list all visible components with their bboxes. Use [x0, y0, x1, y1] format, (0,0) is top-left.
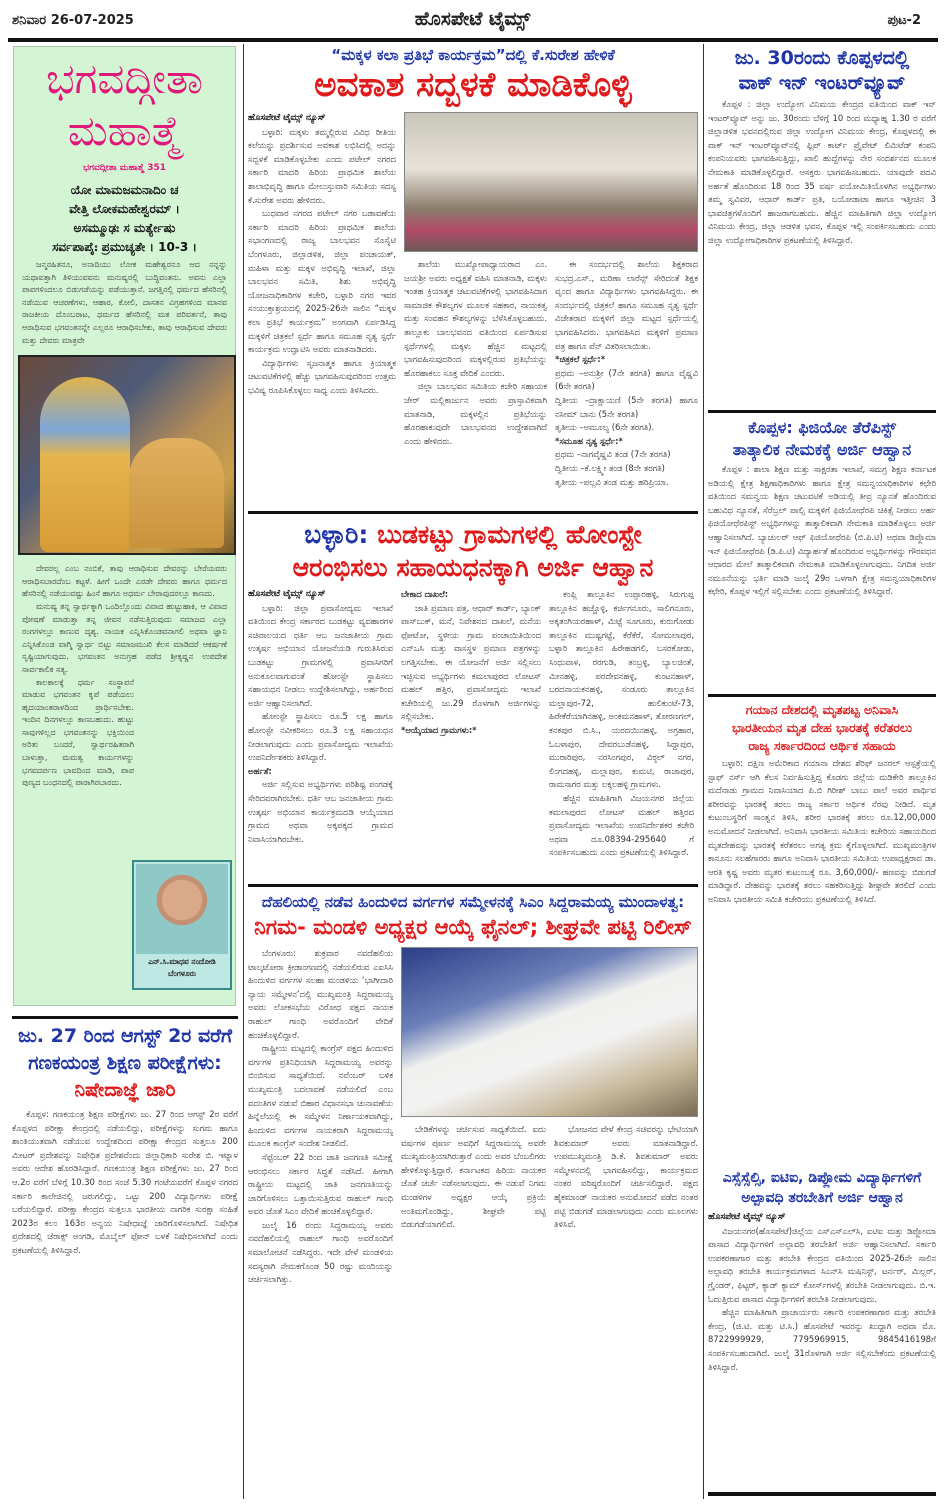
section-divider	[248, 884, 698, 887]
article-paragraph: ಕೊಪ್ಪಳ : ಜಿಲ್ಲಾ ಉದ್ಯೋಗ ವಿನಿಮಯ ಕೇಂದ್ರದ ವತಿಯಿಂದ ವಾಕ್ ಇನ್ ಇಂಟರ್‌ವ್ಯೂವ್ ಅನ್ನು ಜು. 30ರಂದು ಬೆಳಿಗ್ಗೆ 10 ರಿಂದ ಮಧ್ಯಾಹ್ನ 1.30 ರ ವರೆಗೆ ಜಿಲ್ಲಾಡಳಿತ ಭವನದಲ್ಲಿರುವ ಜಿಲ್ಲಾ ಉದ್ಯೋಗ ವಿನಿಮಯ ಕೇಂದ್ರ, ಕೊಪ್ಪಳದಲ್ಲಿ ಈ ವಾಕ್ ಇನ್ ಇಂಟರ್‌ವ್ಯೂವ್‌ನಲ್ಲಿ ಫ್ಲಿಪ್ ಕಾರ್ಟ್ ಪ್ರೈವೇಟ್ ಲಿಮಿಟೆಡ್ ಕಂಪನಿ ಕಂಪನಿಯವರು ಭಾಗವಹಿಸುತ್ತಿದ್ದು, ಖಾಲಿ ಹುದ್ದೆಗಳನ್ನು ನೇರ ಸಂದರ್ಶನದ ಮೂಲಕ ನೇಮಕಾತಿ ಮಾಡಿಕೊಳ್ಳಲಿದ್ದಾರೆ. ಆಸಕ್ತರು ಭಾಗವಹಿಸಬಹುದು. ಯಾವುದೇ ಪದವಿ ಅರ್ಹತೆ ಹೊಂದಿರುವ 18 ರಿಂದ 35 ವರ್ಷ ವಯೋಮಿತಿಯೊಳಗಿನ ಅಭ್ಯರ್ಥಿಗಳು ತಮ್ಮ ಸ್ವವಿವರ, ಆಧಾರ್ ಕಾರ್ಡ್ ಪ್ರತಿ, ಬಯೋಡಾಟಾ ಹಾಗೂ ಇತ್ತೀಚಿನ 3 ಭಾವಚಿತ್ರಗಳೊಂದಿಗೆ ಹಾಜರಾಗಬಹುದು. ಹೆಚ್ಚಿನ ಮಾಹಿತಿಗಾಗಿ ಜಿಲ್ಲಾ ಉದ್ಯೋಗ ವಿನಿಮಯ ಕೇಂದ್ರ, ಜಿಲ್ಲಾ ಆಡಳಿತ ಭವನ, ಕೊಪ್ಪಳ ಇಲ್ಲಿ ಸಂಪರ್ಕಿಸಬಹುದು ಎಂದು ಜಿಲ್ಲಾ ಉದ್ಯೋಗಾಧಿಕಾರಿಗಳ ಪ್ರಕಟಣೆಯಲ್ಲಿ ತಿಳಿಸಿದ್ದಾರೆ.	[708, 99, 936, 245]
result-item: ತೃತೀಯ –ಪಲ್ಲವಿ ತಂಡ ಮತ್ತು ಹರಿಪ್ರಿಯಾ.	[555, 476, 669, 487]
section-divider	[708, 410, 936, 413]
column-divider	[703, 44, 704, 1499]
author-photo	[136, 864, 228, 954]
gita-title: ಭಗವದ್ಗೀತಾ ಮಹಾತ್ಮೆ	[45, 54, 204, 155]
article-paragraph: ಜುಲೈ 16 ರಂದು ಸಿದ್ದರಾಮಯ್ಯ ಅವರು ನವದೆಹಲಿಯಲ್ಲಿ ರಾಹುಲ್ ಗಾಂಧಿ ಅವರೊಂದಿಗೆ ಸಮಾಲೋಚನೆ ನಡೆಸಿದ್ದರು. ಇದೇ ವೇಳೆ ಮಂಡಳಿಯ ಸದಸ್ಯರಾಗಿ ನೇಮಕಗೊಂಡ 50 ರಷ್ಟು ಮಂದಿಯನ್ನು ಚರ್ಚಿಸಲಾಗಿತ್ತು.	[248, 1219, 393, 1285]
article-paragraph: ಜಾತಿ ಪ್ರಮಾಣ ಪತ್ರ, ಆಧಾರ್ ಕಾರ್ಡ್, ಬ್ಯಾಂಕ್ ಪಾಸ್‌ಬುಕ್, ಮನೆ, ನಿವೇಶನದ ದಾಖಲೆ, ಮನೆಯ ಫೋಟೋ, ಸ್ಥಳೀಯ ಗ್ರಾಮ ಪಂಚಾಯಿತಿಯಿಂದ ಎನ್‌ಒಸಿ ಮತ್ತು ವಾಸಸ್ಥಳ ಪ್ರಮಾಣ ಪತ್ರಗಳನ್ನು ಲಗತ್ತಿಸಬೇಕು. ಈ ಯೋಜನೆಗೆ ಅರ್ಜಿ ಸಲ್ಲಿಸಲು ಇಚ್ಛಿಸುವ ಅಭ್ಯರ್ಥಿಗಳು ಕಮಲಾಪುರದ ಲೋಟಸ್ ಮಹಲ್ ಹತ್ತಿರ, ಪ್ರವಾಸೋದ್ಯಮ ಇಲಾಖೆ ಕಚೇರಿಯಲ್ಲಿ ಜು.29 ರೊಳಗಾಗಿ ಅರ್ಜಿಗಳನ್ನು ಸಲ್ಲಿಸಬೇಕು.	[401, 602, 541, 722]
walk-in-interview-story	[708, 44, 936, 404]
gita-verse: ಯೋ ಮಾಮಜಮನಾದಿಂ ಚ ವೇತ್ತಿ ಲೋಕಮಹೇಶ್ವರಮ್ । ಅಸಮ್ಮೂಢಃ ಸ ಮರ್ತ್ಯೇಷು ಸರ್ವಪಾಪೈಃ ಪ್ರಮುಚ್ಯತೇ । 10-3 ।	[52, 183, 197, 254]
section-divider	[12, 1016, 238, 1019]
article-paragraph: ಹೆಚ್ಚಿನ ಮಾಹಿತಿಗಾಗಿ ಪ್ರಾಚಾರ್ಯರು ಸರ್ಕಾರಿ ಉಪಕರಣಾಗಾರ ಮತ್ತು ತರಬೇತಿ ಕೇಂದ್ರ, (ಜಿ.ಟಿ. ಮತ್ತು ಟಿ.ಸಿ.) ಹೊಸಪೇಟೆ ಇವರನ್ನು ಖುದ್ದಾಗಿ ಅಥವಾ ಮೊ. 8722999929, 7795969915, 9845416198ಗೆ ಸಂಪರ್ಕಿಸಬಹುದಾಗಿದೆ. ಜುಲೈ 31ರೊಳಗಾಗಿ ಅರ್ಜಿ ಸಲ್ಲಿಸಬೇಕೆಂದು ಪ್ರಕಟಣೆಯಲ್ಲಿ ತಿಳಿಸಿದ್ದಾರೆ.	[708, 1307, 936, 1372]
author-name: ಎನ್.ಸಿ.ಮಾಧವ ನಂದೋಡಿ	[148, 957, 216, 966]
article-paragraph: ಬಳ್ಳಾರಿ: ಜಿಲ್ಲಾ ಪ್ರವಾಸೋದ್ಯಮ ಇಲಾಖೆ ವತಿಯಿಂದ ಕೇಂದ್ರ ಸರ್ಕಾರದ ಬುಡಕಟ್ಟು ವ್ಯವಹಾರಗಳ ಸಚಿವಾಲಯದ ಧರ್ತಿ ಆಬ ಜನಜಾತೀಯ ಗ್ರಾಮ ಉತ್ಕರ್ಷ ಅಭಿಯಾನ ಯೋಜನೆಯಡಿ ಗುರುತಿಸಿರುವ ಬುಡಕಟ್ಟು ಗ್ರಾಮಗಳಲ್ಲಿ ಪ್ರವಾಸಿಗರಿಗೆ ಅನುಕೂಲವಾಗುವಂತೆ ಹೋಂಸ್ಟೇ ಸ್ಥಾಪಿಸಲು ಸಹಾಯಧನ ನೀಡಲು ಉದ್ದೇಶಿಸಲಾಗಿದ್ದು, ಅರ್ಹರಿಂದ ಅರ್ಜಿ ಆಹ್ವಾನಿಸಲಾಗಿದೆ.	[248, 602, 393, 708]
article-paragraph: ರಾಷ್ಟ್ರೀಯ ಮಟ್ಟದಲ್ಲಿ ಕಾಂಗ್ರೆಸ್ ಪಕ್ಷದ ಹಿಂದುಳಿದ ವರ್ಗಗಳ ಪ್ರತಿನಿಧಿಯಾಗಿ ಸಿದ್ದರಾಮಯ್ಯ ಅವರನ್ನು ಬಿಂಬಿಸುವ ಸಾಧ್ಯತೆಯಿದೆ. ನವೆಂಬರ್ ಬಳಿಕ ಮುಖ್ಯಮಂತ್ರಿ ಬದಲಾವಣೆ ನಡೆಯಲಿದೆ ಎಂಬ ವದಂತಿಗಳ ನಡುವೆ ಬಿಹಾರ ವಿಧಾನಸಭಾ ಚುನಾವಣೆಯ ಹಿನ್ನೆಲೆಯಲ್ಲಿ ಈ ಸಮ್ಮೇಳನ ನಿರ್ಣಾಯಕವಾಗಿದ್ದು, ಹಿಂದುಳಿದ ವರ್ಗಗಳ ನಾಯಕರಾಗಿ ಸಿದ್ದರಾಮಯ್ಯ ಮೂಲಕ ಕಾಂಗ್ರೆಸ್ ಸಂದೇಶ ನೀಡಲಿದೆ.	[248, 1043, 393, 1149]
newspaper-title: ಹೊಸಪೇಟೆ ಟೈಮ್ಸ್	[414, 8, 531, 30]
article-paragraph: ಕೊಪ್ಪಳ : ಶಾಲಾ ಶಿಕ್ಷಣ ಮತ್ತು ಸಾಕ್ಷರತಾ ಇಲಾಖೆ, ಸಮಗ್ರ ಶಿಕ್ಷಣ ಕರ್ನಾಟಕ ಅಡಿಯಲ್ಲಿ ಕ್ಷೇತ್ರ ಶಿಕ್ಷಣಾಧಿಕಾರಿಗಳು ಹಾಗೂ ಕ್ಷೇತ್ರ ಸಮನ್ವಯಾಧಿಕಾರಿಗಳ ಕಛೇರಿ ವತಿಯಿಂದ ಸಮನ್ವಯ ಶಿಕ್ಷಣ ಚಟುವಟಿಕೆ ಅಡಿಯಲ್ಲಿ ತೀವ್ರ ನ್ಯೂನತೆ ಹೊಂದಿರುವ ಬಹುವಿಧ ನ್ಯೂನತೆ, ಸೆರೆಬ್ರಲ್ ಪಾಲ್ಸಿ ಮಕ್ಕಳಿಗೆ ಫಿಜಿಯೋಥೆರಪಿ ಚಿಕಿತ್ಸೆ ನೀಡಲು ಅರ್ಹ ಫಿಜಿಯೋಥೆರಪಿಸ್ಟ್ ಅಭ್ಯರ್ಥಿಗಳನ್ನು ತಾತ್ಕಾಲಿಕವಾಗಿ ನೇಮಕಾತಿ ಮಾಡಿಕೊಳ್ಳಲು ಅರ್ಜಿ ಆಹ್ವಾನಿಸಲಾಗಿದೆ. ಬ್ಯಾಚುಲರ್ ಆಫ್ ಫಿಜಿಯೋಥೆರಪಿ (ಬಿ.ಪಿ.ಟಿ) ಅಥವಾ ಡಿಪ್ಲೊಮಾ ಇನ್ ಫಿಜಿಯೋಥೆರಪಿ (ಡಿ.ಪಿ.ಟಿ) ವಿದ್ಯಾರ್ಹತೆ ಹೊಂದಿರುವ ಅಭ್ಯರ್ಥಿಗಳನ್ನು ಗೌರವಧನ ಆಧಾರದ ಮೇಲೆ ತಾತ್ಕಾಲಿಕವಾಗಿ ನೇಮಕಾತಿ ಮಾಡಿಕೊಳ್ಳಲಾಗುವುದು. ನಿಗದಿತ ಅರ್ಜಿ ನಮೂನೆಯನ್ನು ಭರ್ತಿ ಮಾಡಿ ಜುಲೈ 29ರ ಒಳಗಾಗಿ ಕ್ಷೇತ್ರ ಸಮನ್ವಯಾಧಿಕಾರಿಗಳ ಕಛೇರಿ, ಕೊಪ್ಪಳ ಇಲ್ಲಿಗೆ ಸಲ್ಲಿಸಬೇಕು ಎಂದು ಪ್ರಕಟಣೆಯಲ್ಲಿ ತಿಳಿಸಿದ್ದಾರೆ.	[708, 464, 936, 597]
author-city: ಬೆಂಗಳೂರು	[167, 969, 196, 978]
article-paragraph: ಜಿಲ್ಲಾ ಬಾಲಭವನ ಸಮಿತಿಯ ಕಚೇರಿ ಸಹಾಯಕ ಜೇರ್ ಮಲ್ಲಿಕಾರ್ಜುನ ಅವರು ಪ್ರಾಸ್ತಾವಿಕವಾಗಿ ಮಾತನಾಡಿ, ಮಕ್ಕಳಲ್ಲಿನ ಪ್ರತಿಭೆಯನ್ನು ಹೊರಹಾಕುವುದೇ ಬಾಲಭವನದ ಉದ್ದೇಶವಾಗಿದೆ ಎಂದು ಹೇಳಿದರು.	[404, 381, 547, 446]
story-headline: ಅವಕಾಶ ಸದ್ಬಳಕೆ ಮಾಡಿಕೊಳ್ಳಿ	[314, 65, 632, 105]
article-paragraph: ಹೆಚ್ಚಿನ ಮಾಹಿತಿಗಾಗಿ ವಿಜಯನಗರ ಜಿಲ್ಲೆಯ ಕಮಲಾಪುರದ ಲೋಟಸ್ ಮಹಲ್ ಹತ್ತಿರದ ಪ್ರವಾಸೋದ್ಯಮ ಇಲಾಖೆಯ ಉಪನಿರ್ದೇಶಕರ ಕಚೇರಿ ಅಥವಾ ದೂ.08394-295640 ಗೆ ಸಂಪರ್ಕಿಸಬಹುದು ಎಂದು ಪ್ರಕಟಣೆಯಲ್ಲಿ ತಿಳಿಸಿದ್ದಾರೆ.	[549, 792, 694, 858]
result-item: ಪ್ರಥಮ –ಅನುಶ್ರೀ (7ನೇ ತರಗತಿ) ಹಾಗೂ ವೈಷ್ಣವಿ (6ನೇ ತರಗತಿ)	[555, 367, 698, 392]
byline: ಹೊಸಪೇಟೆ ಟೈಮ್ಸ್ ನ್ಯೂಸ್	[248, 589, 326, 599]
story-headline: ಜು. 30ರಂದು ಕೊಪ್ಪಳದಲ್ಲಿ ವಾಕ್ ಇನ್ ಇಂಟರ್‌ವ್ಯೂವ್	[734, 47, 910, 94]
story-kicker: “ಮಕ್ಕಳ ಕಲಾ ಪ್ರತಿಭೆ ಕಾರ್ಯಕ್ರಮ”ದಲ್ಲಿ ಕೆ.ಸುರೇಶ ಹೇಳಿಕೆ	[331, 46, 615, 64]
article-paragraph: ವಿದ್ಯಾರ್ಥಿಗಳು ಸೃಜನಾತ್ಮಕ ಹಾಗೂ ಕ್ರಿಯಾತ್ಮಕ ಚಟುವಟಿಕೆಗಳಲ್ಲಿ ಹೆಚ್ಚು ಭಾಗವಹಿಸುವುದರಿಂದ ಉತ್ತಮ ಭವಿಷ್ಯ ರೂಪಿಸಿಕೊಳ್ಳಲು ಸಾಧ್ಯ ಎಂದು ತಿಳಿಸಿದರು.	[248, 357, 396, 395]
story-headline: ಬಳ್ಳಾರಿ: ಬುಡಕಟ್ಟು ಗ್ರಾಮಗಳಲ್ಲಿ ಹೋಂಸ್ಟೇ ಆರಂಭಿಸಲು ಸಹಾಯಧನಕ್ಕಾಗಿ ಅರ್ಜಿ ಆಹ್ವಾನ	[292, 520, 654, 582]
krishna-figure	[40, 377, 130, 552]
result-item: ಪ್ರಥಮ –ನಾಗವೈಷ್ಣವಿ ತಂಡ (7ನೇ ತರಗತಿ)	[555, 449, 671, 460]
physiotherapist-story	[708, 406, 936, 688]
result-item: ದ್ವಿತೀಯ –ಕೆ.ಲಕ್ಷ್ಮೀ ತಂಡ (8ನೇ ತರಗತಿ)	[555, 462, 665, 473]
article-paragraph: ಸೆಪ್ಟೆಂಬರ್ 22 ರಿಂದ ಜಾತಿ ಜನಗಣತಿ ಸಮೀಕ್ಷೆ ಆರಂಭಿಸಲು ಸರ್ಕಾರ ಸಿದ್ಧತೆ ನಡೆಸಿದೆ. ಹೀಗಾಗಿ ರಾಷ್ಟ್ರೀಯ ಮಟ್ಟದಲ್ಲಿ ಜಾತಿ ಜನಗಣತಿಯನ್ನು ಜಾರಿಗೊಳಿಸಲು ಒತ್ತಾಯಿಸುತ್ತಿರುವ ರಾಹುಲ್ ಗಾಂಧಿ ಅವರ ಜೊತೆ ಸಿಎಂ ವೇದಿಕೆ ಹಂಚಿಕೊಳ್ಳಲಿದ್ದಾರೆ.	[248, 1151, 393, 1217]
exam-prohibitory-story	[12, 1012, 238, 1500]
story-headline: ಜು. 27 ರಿಂದ ಆಗಸ್ಟ್ 2ರ ವರೆಗೆ ಗಣಕಯಂತ್ರ ಶಿಕ್ಷಣ ಪರೀಕ್ಷೆಗಳು: ನಿಷೇದಾಜ್ಞೆ ಜಾರಿ	[17, 1025, 233, 1101]
section-divider	[708, 1492, 936, 1496]
author-box	[132, 860, 232, 990]
masthead	[0, 0, 945, 38]
children-group-photo	[404, 112, 698, 252]
gita-episode: ಭಗವದ್ಗೀತಾ ಮಹಾತ್ಮೆ 351	[82, 163, 167, 173]
cm-siddaramaiah-story	[248, 880, 698, 1500]
subheading: ಬೇಕಾದ ದಾಖಲೆ:	[401, 589, 449, 599]
result-item: ದ್ವಿತೀಯ –ದ್ರಾಕ್ಷಾಯಣಿ (5ನೇ ತರಗತಿ) ಹಾಗೂ ನಸೀಮ್ ಬಾನು (5ನೇ ತರಗತಿ)	[555, 394, 698, 419]
sslc-training-story	[708, 1168, 936, 1492]
byline: ಹೊಸಪೇಟೆ ಟೈಮ್ಸ್ ನ್ಯೂಸ್	[248, 113, 326, 123]
article-paragraph: ಅರ್ಜಿ ಸಲ್ಲಿಸುವ ಅಭ್ಯರ್ಥಿಗಳು ಪರಿಶಿಷ್ಟ ಪಂಗಡಕ್ಕೆ ಸೇರಿದವರಾಗಿರಬೇಕು. ಧರ್ತಿ ಆಬ ಜನಜಾತೀಯ ಗ್ರಾಮ ಉತ್ಕರ್ಷ ಅಭಿಯಾನ ಕಾರ್ಯಕ್ರಮದಡಿ ಆಯ್ಕೆಯಾದ ಗ್ರಾಮದ ಅಥವಾ ಅಕ್ಕಪಕ್ಕದ ಗ್ರಾಮದ ನಿವಾಸಿಯಾಗಿರಬೇಕು.	[248, 779, 393, 844]
column-divider	[243, 44, 244, 1499]
result-item: ತೃತೀಯ –ಅಮೂಲ್ಯ (6ನೇ ತರಗತಿ).	[555, 422, 655, 433]
article-paragraph: ಶಾಲೆಯ ಮುಖ್ಯೋಪಾಧ್ಯಾಯರಾದ ಎಂ. ಜಯಶ್ರೀ ಅವರು ಅಧ್ಯಕ್ಷತೆ ವಹಿಸಿ ಮಾತನಾಡಿ, ಮಕ್ಕಳು ಇಂತಹ ಕ್ರಿಯಾತ್ಮಕ ಚಟುವಟಿಕೆಗಳಲ್ಲಿ ಭಾಗವಹಿಸಿದಾಗ ಸಾಮಾಜಿಕ ಕೌಶಲ್ಯಗಳ ಮೂಲಕ ಸಹಕಾರ, ನಾಯಕತ್ವ ಮತ್ತು ಸಂವಹನ ಕೌಶಲ್ಯಗಳನ್ನು ಬೆಳೆಸಿಕೊಳ್ಳಬಹುದು. ತಾಲ್ಲೂಕು ಬಾಲಭವನದ ವತಿಯಿಂದ ಏರ್ಪಡಿಸುವ ಸ್ಪರ್ಧೆಗಳಲ್ಲಿ ಮಕ್ಕಳು ಹೆಚ್ಚಿನ ಮಟ್ಟದಲ್ಲಿ ಭಾಗವಹಿಸುವುದರಿಂದ ಮಕ್ಕಳಲ್ಲಿರುವ ಪ್ರತಿಭೆಯನ್ನು ಹೊರಹಾಕಲು ಸೂಕ್ತ ವೇದಿಕೆ ಎಂದರು.	[404, 259, 547, 378]
article-paragraph: ಕೊಪ್ಪಳ: ಗಣಕಯಂತ್ರ ಶಿಕ್ಷಣ ಪರೀಕ್ಷೆಗಳು ಜು. 27 ರಿಂದ ಆಗಸ್ಟ್ 2ರ ವರೆಗೆ ಕೊಪ್ಪಳದ ಪರೀಕ್ಷಾ ಕೇಂದ್ರದಲ್ಲಿ ನಡೆಯಲಿದ್ದು, ಪರೀಕ್ಷೆಗಳನ್ನು ಸುಗಮ ಹಾಗೂ ಶಾಂತಿಯುತವಾಗಿ ನಡೆಯುವ ಉದ್ದೇಶದಿಂದ ಪರೀಕ್ಷಾ ಕೇಂದ್ರದ ಸುತ್ತಲೂ 200 ಮೀಟರ್ ಪ್ರದೇಶವನ್ನು ನಿಷೇಧಿತ ಪ್ರದೇಶವೆಂದು ಜಿಲ್ಲಾಧಿಕಾರಿ ಸುರೇಶ ಬಿ. ಇಟ್ನಾಳ ಅವರು ಆದೇಶ ಹೊರಡಿಸಿದ್ದಾರೆ. ಗಣಕಯಂತ್ರ ಶಿಕ್ಷಣ ಪರೀಕ್ಷೆಗಳು ಜು. 27 ರಿಂದ ಆ.2ರ ವರೆಗೆ ಬೆಳಿಗ್ಗೆ 10.30 ರಿಂದ ಸಂಜೆ 5.30 ಗಂಟೆಯವರೆಗೆ ಕೊಪ್ಪಳ ನಗರದ ಸರ್ಕಾರಿ ಕಾಲೇಜಿನಲ್ಲಿ ಜರುಗಲಿದ್ದು, ಒಟ್ಟು 200 ವಿದ್ಯಾರ್ಥಿಗಳು ಪರೀಕ್ಷೆ ಬರೆಯಲಿದ್ದಾರೆ. ಪರೀಕ್ಷಾ ಕೇಂದ್ರದ ಸುತ್ತಲೂ ಭಾರತೀಯ ನಾಗರಿಕ ಸುರಕ್ಷಾ ಸಂಹಿತೆ 2023ರ ಕಲಂ 163ರ ಅನ್ವಯ ನಿಷೇಧಾಜ್ಞೆ ಜಾರಿಗೊಳಿಸಲಾಗಿದೆ. ನಿಷೇಧಿತ ಪ್ರದೇಶದಲ್ಲಿ ಜೆರಾಕ್ಸ್ ಅಂಗಡಿ, ಮೊಬೈಲ್ ಫೋನ್ ಬಳಕೆ ನಿಷೇಧಿಸಲಾಗಿದೆ ಎಂದು ಪ್ರಕಟಣೆಯಲ್ಲಿ ತಿಳಿಸಿದ್ದಾರೆ.	[12, 1109, 238, 1255]
article-paragraph: ಭೋಜನದ ವೇಳೆ ಕೇಂದ್ರ ಸಚಿವರನ್ನು ಭೇಟಿಯಾಗಿ ಶಿವಕುಮಾರ್ ಅವರು ಮಾತನಾಡಿದ್ದಾರೆ. ಉಪಮುಖ್ಯಮಂತ್ರಿ ಡಿ.ಕೆ. ಶಿವಕುಮಾರ್ ಅವರು ಸಮ್ಮೇಳನದಲ್ಲಿ ಭಾಗವಹಿಸಲಿದ್ದು, ಕಾರ್ಯಕ್ರಮದ ನಂತರ ವರಿಷ್ಠರೊಂದಿಗೆ ಚರ್ಚಿಸಲಿದ್ದಾರೆ. ಪಕ್ಷದ ಹೈಕಮಾಂಡ್ ನಾಯಕರ ಅನುಮೋದನೆ ಪಡೆದ ನಂತರ ಪಟ್ಟಿ ಬಿಡುಗಡೆ ಮಾಡಲಾಗುವುದು ಎಂದು ಮೂಲಗಳು ತಿಳಿಸಿವೆ.	[554, 1124, 698, 1230]
results-heading: *ಸಮೂಹ ನೃತ್ಯ ಸ್ಪರ್ಧೆ:*	[555, 435, 623, 446]
article-paragraph: ಈ ಸಂದರ್ಭದಲ್ಲಿ ಶಾಲೆಯ ಶಿಕ್ಷಕರಾದ ಸುಭದ್ರ.ಎಸ್., ಮರಿಣಾ ಲಾರೆನ್ಸ್ ಸೇರಿದಂತೆ ಶಿಕ್ಷಕ ವೃಂದ ಹಾಗೂ ವಿದ್ಯಾರ್ಥಿಗಳು ಭಾಗವಹಿಸಿದ್ದರು. ಈ ಸಂದರ್ಭದಲ್ಲಿ ಚಿತ್ರಕಲೆ ಹಾಗೂ ಸಮೂಹ ನೃತ್ಯ ಸ್ಪರ್ಧೆ ವಿಜೇತರಾದ ಮಕ್ಕಳಿಗೆ ಜಿಲ್ಲಾ ಮಟ್ಟದ ಸ್ಪರ್ಧೆಯಲ್ಲಿ ಭಾಗವಹಿಸಿದರು. ಭಾಗವಹಿಸಿದ ಮಕ್ಕಳಿಗೆ ಪ್ರಮಾಣ ಪತ್ರ ಹಾಗೂ ಪೆನ್ ವಿತರಿಸಲಾಯಿತು.	[555, 259, 698, 351]
article-paragraph: ಹೋಂಸ್ಟೇ ಸ್ಥಾಪಿಸಲು ರೂ.5 ಲಕ್ಷ ಹಾಗೂ ಹೋಂಸ್ಟೇ ನವೀಕರಿಸಲು ರೂ.3 ಲಕ್ಷ ಸಹಾಯಧನ ನೀಡಲಾಗುವುದು ಎಂದು ಪ್ರವಾಸೋದ್ಯಮ ಇಲಾಖೆಯ ಉಪನಿರ್ದೇಶಕರು ತಿಳಿಸಿದ್ದಾರೆ.	[248, 711, 393, 763]
section-divider	[708, 694, 936, 697]
article-paragraph: ಬಳ್ಳಾರಿ: ದಕ್ಷಿಣ ಅಮೆರಿಕಾದ ಗಯಾನಾ ದೇಶದ ಶೆರಿಫ್ ಜನರಲ್ ಆಸ್ಪತ್ರೆಯಲ್ಲಿ ಸ್ಟಾಫ್ ನರ್ಸ್ ಆಗಿ ಕೆಲಸ ನಿರ್ವಹಿಸುತ್ತಿದ್ದ ಕೊಡಗು ಜಿಲ್ಲೆಯ ಮಡಿಕೇರಿ ತಾಲ್ಲೂಕಿನ ಮದೆನಾಡು ಗ್ರಾಮದ ನಿವಾಸಿಯಾದ ಪಿ.ಬಿ ಗಿರೀಶ್ ಬಾಬು ಪಾಲೆ ಅವರ ಪಾರ್ಥಿವ ಶರೀರವನ್ನು ಭಾರತಕ್ಕೆ ತರಲು ರಾಜ್ಯ ಸರ್ಕಾರ ಆರ್ಥಿಕ ನೆರವು ನೀಡಿದೆ. ಮೃತ ಕುಟುಂಬಸ್ಥರಿಗೆ ಸಾಂತ್ವನ ತಿಳಿಸಿ, ಶರೀರ ಭಾರತಕ್ಕೆ ತರಲು ರೂ.12,00,000 ಅನುಮೋದನೆ ನೀಡಲಾಗಿದೆ. ಅನಿವಾಸಿ ಭಾರತೀಯ ಸಮಿತಿಯ ಕಚೇರಿಯ ಸಹಾಯದಿಂದ ಮೃತದೇಹವನ್ನು ಭಾರತಕ್ಕೆ ಕರೆತರಲು ಅಗತ್ಯ ಕ್ರಮ ಕೈಗೊಳ್ಳಲಾಗಿದೆ. ಮುಖ್ಯಮಂತ್ರಿಗಳ ಕಾನೂನು ಸಲಹೆಗಾರರು ಹಾಗೂ ಅನಿವಾಸಿ ಭಾರತೀಯ ಸಮಿತಿಯ ಉಪಾಧ್ಯಕ್ಷರಾದ ಡಾ. ಆರತಿ ಕೃಷ್ಣ ಅವರು ಮೃತರ ಕುಟುಂಬಕ್ಕೆ ರೂ. 3,60,000/- ಹಣವನ್ನು ಬಿಡುಗಡೆ ಮಾಡಿದ್ದಾರೆ. ದೇಹವನ್ನು ಭಾರತಕ್ಕೆ ತರಲು ಸಹಕರಿಸುತ್ತಿದ್ದು ಶೀಘ್ರವೇ ತರಲಿದೆ ಎಂದು ಅನಿವಾಸಿ ಭಾರತೀಯ ಸಮಿತಿ ಕಚೇರಿಯು ಪ್ರಕಟಣೆಯಲ್ಲಿ ತಿಳಿಸಿದೆ.	[708, 758, 936, 904]
story-headline: ನಿಗಮ- ಮಂಡಳಿ ಅಧ್ಯಕ್ಷರ ಆಯ್ಕೆ ಫೈನಲ್; ಶೀಘ್ರವೇ ಪಟ್ಟಿ ರಿಲೀಸ್	[254, 915, 692, 939]
section-divider	[248, 511, 698, 514]
main-story	[248, 44, 698, 504]
article-paragraph: ಕಂಪ್ಲಿ ತಾಲ್ಲೂಕಿನ ಉಪ್ಪಾರಹಳ್ಳಿ, ಸಿರುಗುಪ್ಪ ತಾಲ್ಲೂಕಿನ ಹಚ್ಚೊಳ್ಳಿ, ಕರ್ಚಿಗನೂರು, ಸಾಲಿಗನೂರು, ಅಕ್ಕತಂಗಿಯರಹಾಳ್, ಮಿಟ್ಟೆ ಸೂಗೂರು, ಕುರುಗೋಡು ತಾಲ್ಲೂಕಿನ ಮುಷ್ಟಗಟ್ಟೆ, ಕೆರೆಕೆರೆ, ಸೋಮಲಾಪುರ, ಬಳ್ಳಾರಿ ತಾಲ್ಲೂಕಿನ ಹಿರೇಹಡಗಲಿ, ಬಸರಕೋಡು, ಸಿಂಧುವಾಳ, ರರಗುಡಿ, ತಂಬ್ರಳ್ಳಿ, ಬ್ಯಾಲಚಿಂತೆ, ಮೀನಹಳ್ಳಿ, ಪರದೇವನಹಳ್ಳಿ, ಕುಂಟನಹಾಳ್, ಬರದನಾಯಕನಹಳ್ಳಿ, ಸಂಡೂರು ತಾಲ್ಲೂಕಿನ ಮಲ್ಲಾಪುರ-72, ಹುಲಿಕುಂಟೆ-73, ಹಿರೇಕೆರೆಯಾಗಿನಹಳ್ಳಿ, ಅಂಕಮನಹಾಳ್, ತೋರಣಗಲ್, ಕನಕಪುರ ಬಿ.ಸಿ., ಯರದಯಿನಹಳ್ಳಿ, ಅಗ್ರಹಾರ, ಓಬಳಾಪುರ, ದೇವರಬುಡೆನಹಳ್ಳಿ, ಸಿದ್ದಾಪುರ, ಮುರಾರಿಪುರ, ನರಸಿಂಗಪುರ, ವಿಠ್ಠಲ್ ನಗರ, ಲಿಂಗದಹಳ್ಳಿ, ಮಲ್ಲಾಪುರ, ಕುಮಟಿ, ರಾಜಾಪುರ, ರಾಮಸಾಗರ ಮತ್ತು ಲಕ್ಕಲಹಳ್ಳಿ ಗ್ರಾಮಗಳು.	[549, 589, 694, 790]
article-paragraph: ಬೆಂಗಳೂರು: ಶುಕ್ರವಾರ ನವದೆಹಲಿಯ ಟಾಲ್ಕಟೋರಾ ಕ್ರೀಡಾಂಗಣದಲ್ಲಿ ನಡೆಯಲಿರುವ ಎಐಸಿಸಿ ಹಿಂದುಳಿದ ವರ್ಗಗಳ ಸಲಹಾ ಮಂಡಳಿಯ ‘ಭಾಗೀದಾರಿ ನ್ಯಾಯ ಸಮ್ಮೇಳನ’ದಲ್ಲಿ ಮುಖ್ಯಮಂತ್ರಿ ಸಿದ್ದರಾಮಯ್ಯ ಅವರು ಲೋಕಸಭೆಯ ವಿರೋಧ ಪಕ್ಷದ ನಾಯಕ ರಾಹುಲ್ ಗಾಂಧಿ ಅವರೊಂದಿಗೆ ವೇದಿಕೆ ಹಂಚಿಕೊಳ್ಳಲಿದ್ದಾರೆ.	[248, 948, 393, 1040]
guyana-nri-story	[708, 690, 936, 1130]
results-heading: *ಚಿತ್ರಕಲೆ ಸ್ಪರ್ಧೆ:*	[555, 354, 606, 365]
article-paragraph: ಬೇಡಿಕೆಗಳನ್ನು ಚರ್ಚಿಸುವ ಸಾಧ್ಯತೆಯಿದೆ. ಐದು ವರ್ಷಗಳ ಪೂರ್ಣ ಅವಧಿಗೆ ಸಿದ್ದರಾಮಯ್ಯ ಅವರೇ ಮುಖ್ಯಮಂತ್ರಿಯಾಗಿರುತ್ತಾರೆ ಎಂದು ಅವರ ಬೆಂಬಲಿಗರು ಹೇಳಿಕೊಳ್ಳುತ್ತಿದ್ದಾರೆ. ಕರ್ನಾಟಕದ ಹಿರಿಯ ನಾಯಕರ ಜೊತೆ ಚರ್ಚೆ ನಡೆಸಲಾಗುವುದು. ಈ ನಡುವೆ ನಿಗಮ ಮಂಡಳಿಗಳ ಅಧ್ಯಕ್ಷರ ಆಯ್ಕೆ ಪ್ರಕ್ರಿಯೆ ಅಂತಿಮಗೊಂಡಿದ್ದು, ಶೀಘ್ರವೇ ಪಟ್ಟಿ ಬಿಡುಗಡೆಯಾಗಲಿದೆ.	[401, 1124, 546, 1230]
story-headline: ಗಯಾನ ದೇಶದಲ್ಲಿ ಮೃತಪಟ್ಟ ಅನಿವಾಸಿ ಭಾರತೀಯನ ಮೃತ ದೇಹ ಭಾರತಕ್ಕೆ ಕರೆತರಲು ರಾಜ್ಯ ಸರ್ಕಾರದಿಂದ ಆರ್ಥಿಕ ಸಹಾಯ	[732, 702, 912, 753]
page-number: ಪುಟ-2	[887, 13, 921, 28]
cm-meeting-photo	[401, 947, 698, 1117]
article-paragraph: ವಿಜಯನಗರ(ಹೊಸಪೇಟೆ)ಜಿಲ್ಲೆಯ ಎಸ್‌ಎಸ್‌ಎಲ್‌ಸಿ, ಐಟಿಐ ಮತ್ತು ಡಿಪ್ಲೋಮಾ ಪಾಸಾದ ವಿದ್ಯಾರ್ಥಿಗಳಿಗೆ ಅಲ್ಪಾವಧಿ ತರಬೇತಿಗೆ ಅರ್ಜಿ ಆಹ್ವಾನಿಸಲಾಗಿದೆ. ಸರ್ಕಾರಿ ಉಪಕರಣಾಗಾರ ಮತ್ತು ತರಬೇತಿ ಕೇಂದ್ರದ ವತಿಯಿಂದ 2025-26ನೇ ಸಾಲಿನ ಅಲ್ಪಾವಧಿ ತರಬೇತಿ ಕಾರ್ಯಕ್ರಮಗಳಾದ ಸಿಎನ್‌ಸಿ ಮಷಿನಿಸ್ಟ್, ಟರ್ನರ್, ಮಿಲ್ಲರ್, ಗ್ರೈಂಡರ್, ಫಿಟ್ಟರ್, ಕ್ಯಾಡ್ ಕ್ಯಾಮ್ ಕೋರ್ಸ್‌ಗಳಲ್ಲಿ ತರಬೇತಿ ನೀಡಲಾಗುವುದು. ಬಿ.ಇ. ಓದುತ್ತಿರುವ ಪಾಸಾದ ವಿದ್ಯಾರ್ಥಿಗಳಿಗೆ ತರಬೇತಿ ನೀಡಲಾಗುವುದು.	[708, 1225, 936, 1304]
article-paragraph: ಮನುಷ್ಯ ತನ್ನ ಸ್ವಾರ್ಥಕ್ಕಾಗಿ ಒಂದಿಲ್ಲೊಂದು ವಿವಾದ ಹುಟ್ಟುಹಾಕಿ, ಆ ವಿವಾದ ಪೋಷಣೆ ಮಾಡುತ್ತಾ ತನ್ನ ಜೀವನ ನಡೆಸುತ್ತಿರುವುದು ಸಮಾಜದ ಎಲ್ಲಾ ರಂಗಗಳಲ್ಲೂ ಕಾಣುವ ದೃಶ್ಯ. ನಾಯಕ ಎನ್ನಿಸಿಕೊಂಡವನಾಗಲಿ ಅಥವಾ ಜ್ಞಾನಿ ಎನ್ನಿಸಿಕೊಂಡ ವಾಗ್ಮಿ ಸ್ವಾರ್ಥ ಬಿಟ್ಟು ಸಮಾಜಮುಖಿ ಕೆಲಸ ಮಾಡಿದರೆ ಆಕರ್ಷಣೆ ಸೃಷ್ಟಿಯಾಗುವುದು. ಭಗವಂತನ ಅನುಗ್ರಹ ಪಡೆದ ಶ್ರೀಕೃಷ್ಣನ ಉಪದೇಶ ಸಾರ್ವಕಾಲಿಕ ಸತ್ಯ.	[22, 601, 227, 674]
story-headline: ಎಸ್ಸೆಸ್ಸೆಲ್ಸಿ, ಐಟಿಐ, ಡಿಪ್ಲೋಮ ವಿದ್ಯಾರ್ಥಿಗಳಿಗೆ ಅಲ್ಪಾವಧಿ ತರಬೇತಿಗೆ ಅರ್ಜಿ ಆಹ್ವಾನ	[722, 1170, 922, 1206]
article-paragraph: ಕಾಲಕಾಲಕ್ಕೆ ಧರ್ಮ ಸಂಸ್ಥಾಪನೆ ಮಾಡುವ ಭಗವಂತನ ಕೃಪೆ ಪಡೆಯಲು ಹೃದಯಾಂತರಾಳದಿಂದ ಪ್ರಾರ್ಥಿಸಬೇಕು. ಇಂದಿನ ದಿನಗಳಲ್ಲೂ ಕಾಣಬಹುದು. ಹುಟ್ಟು ಸಾವುಗಳಿಲ್ಲದ ಭಗವಂತನನ್ನು ಭಕ್ತಿಯಿಂದ ಅರಿತು ಬಂದರೆ, ಸ್ವಾರ್ಥರಹಿತರಾಗಿ ಬಾಳುತ್ತಾ, ಮಮತ್ವ ಕಾರ್ಯಗಳನ್ನು ಭಗವದರ್ಪಣ ಭಾವದಿಂದ ಮಾಡಿ, ಪಾಪ ಪುಣ್ಯದ ಬಂಧನದಲ್ಲಿ ಪಾರಾಗಿರಬಾರದು.	[22, 677, 134, 788]
subheading: ಅರ್ಹತೆ:	[248, 765, 272, 776]
subheading: *ಆಯ್ಕೆಯಾದ ಗ್ರಾಮಗಳು:*	[401, 724, 477, 735]
homestay-story	[248, 507, 698, 879]
article-paragraph: ದೇವರಲ್ಲ ಎಂಬ ನಂಬಿಕೆ, ತಾವು ಆರಾಧಿಸುವ ದೇವರನ್ನು ಬೇರೆಯವರು ಆರಾಧಿಸಬಾರದೆಂಬ ಕಟ್ಟಳೆ. ಹೀಗೆ ಒಂದೇ ಎರಡೇ ದೇವರು ಹಾಗೂ ಧರ್ಮದ ಹೆಸರಿನಲ್ಲಿ ನಡೆಯುವಷ್ಟು ಹಿಂಸೆ ಹಾಗೂ ಅಧರ್ಮ ಬೇರಾವುದರಲ್ಲೂ ಕಾಣದು.	[22, 564, 227, 599]
arjuna-figure	[129, 438, 224, 548]
issue-date: ಶನಿವಾರ 26-07-2025	[12, 13, 134, 28]
article-paragraph: ಬಳ್ಳಾರಿ: ಮಕ್ಕಳು ತಮ್ಮಲ್ಲಿರುವ ವಿವಿಧ ರೀತಿಯ ಕಲೆಯನ್ನು ಪ್ರದರ್ಶಿಸುವ ಅವಕಾಶ ಲಭಿಸಿದಲ್ಲಿ ಅದನ್ನು ಸದ್ಬಳಕೆ ಮಾಡಿಕೊಳ್ಳಬೇಕು ಎಂದು ಪಟೇಲ್ ನಗರದ ಸರ್ಕಾರಿ ಮಾದರಿ ಹಿರಿಯ ಪ್ರಾಥಮಿಕ ಶಾಲೆಯ ಶಾಲಾಭಿವೃದ್ಧಿ ಹಾಗೂ ಮೇಲುಸ್ತುವಾರಿ ಸಮಿತಿಯ ಸದಸ್ಯ ಕೆ.ಸುರೇಶ ಅವರು ಹೇಳಿದರು.	[248, 126, 396, 205]
krishna-arjuna-image	[18, 355, 236, 555]
article-paragraph: ಬುಧವಾರ ನಗರದ ಪಟೇಲ್ ನಗರ ಬಡಾವಣೆಯ ಸರ್ಕಾರಿ ಮಾದರಿ ಹಿರಿಯ ಪ್ರಾಥಮಿಕ ಶಾಲೆಯ ಸಭಾಂಗಣದಲ್ಲಿ ರಾಜ್ಯ ಬಾಲಭವನ ಸೊಸೈಟಿ ಬೆಂಗಳೂರು, ಜಿಲ್ಲಾಡಳಿತ, ಜಿಲ್ಲಾ ಪಂಚಾಯತ್, ಮಹಿಳಾ ಮತ್ತು ಮಕ್ಕಳ ಅಭಿವೃದ್ಧಿ ಇಲಾಖೆ, ಜಿಲ್ಲಾ ಬಾಲಭವನ ಸಮಿತಿ, ಶಿಶು ಅಭಿವೃದ್ಧಿ ಯೋಜನಾಧಿಕಾರಿಗಳ ಕಚೇರಿ, ಬಳ್ಳಾರಿ ನಗರ ಇವರ ಸಂಯುಕ್ತಾಶ್ರಯದಲ್ಲಿ 2025-26ನೇ ಸಾಲಿನ “ಮಕ್ಕಳ ಕಲಾ ಪ್ರತಿಭೆ ಕಾರ್ಯಕ್ರಮ” ಅಂಗವಾಗಿ ಏರ್ಪಡಿಸಿದ್ದ ಮಕ್ಕಳಿಗೆ ಚಿತ್ರಕಲೆ ಸ್ಪರ್ಧೆ ಹಾಗೂ ಸಮೂಹ ನೃತ್ಯ ಸ್ಪರ್ಧೆ ಕಾರ್ಯಕ್ರಮ ಉದ್ಘಾಟಿಸಿ ಅವರು ಮಾತನಾಡಿದರು.	[248, 208, 396, 355]
article-paragraph: ಜನ್ಮರಹಿತನೂ, ಅನಾದಿಯು ಲೋಕ ಮಹೇಶ್ವರನೂ ಆದ ನನ್ನನ್ನು ಯಥಾವತ್ತಾಗಿ ತಿಳಿಯುವವನು ಮನುಷ್ಯರಲ್ಲಿ ಬುದ್ಧಿವಂತನು. ಅವನು ಎಲ್ಲಾ ಪಾಪಗಳಿಂದಲೂ ಬಿಡುಗಡೆಯನ್ನು ಪಡೆಯುತ್ತಾನೆ. ಜಗತ್ತಿನಲ್ಲಿ ಧರ್ಮದ ಹೆಸರಿನಲ್ಲಿ ನಡೆಯುವ ಆಚರಣೆಗಳು, ಆಹಾರ, ಕೋಲಿ, ದಾಸತನ ವಿಗ್ರಹಗಳಿಂದ ಮಾನವ ರಾಜಕೀಯ ದೊಂಬರಾಟ, ಧರ್ಮದ ಹೆಸರಿನಲ್ಲಿ ಮತ ಪರಿವರ್ತನೆ, ತಾವು ಆರಾಧಿಸುವ ಭಗವಂತನನ್ನೇ ಎಲ್ಲರೂ ಆರಾಧಿಸಬೇಕು, ತಾವು ಆರಾಧಿಸುವ ದೇವರು ಮತ್ತು ದೇವರು ಮಾತ್ರವೇ	[22, 260, 227, 345]
story-kicker: ದೆಹಲಿಯಲ್ಲಿ ನಡೆವ ಹಿಂದುಳಿದ ವರ್ಗಗಳ ಸಮ್ಮೇಳನಕ್ಕೆ ಸಿಎಂ ಸಿದ್ದರಾಮಯ್ಯ ಮುಂದಾಳತ್ವ:	[261, 893, 685, 911]
byline: ಹೊಸಪೇಟೆ ಟೈಮ್ಸ್ ನ್ಯೂಸ್	[708, 1212, 786, 1222]
masthead-rule	[8, 38, 938, 42]
story-headline: ಕೊಪ್ಪಳ: ಫಿಜಿಯೋ ತೆರೆಪಿಸ್ಟ್ ತಾತ್ಕಾಲಿಕ ನೇಮಕಕ್ಕೆ ಅರ್ಜಿ ಆಹ್ವಾನ	[732, 418, 912, 459]
